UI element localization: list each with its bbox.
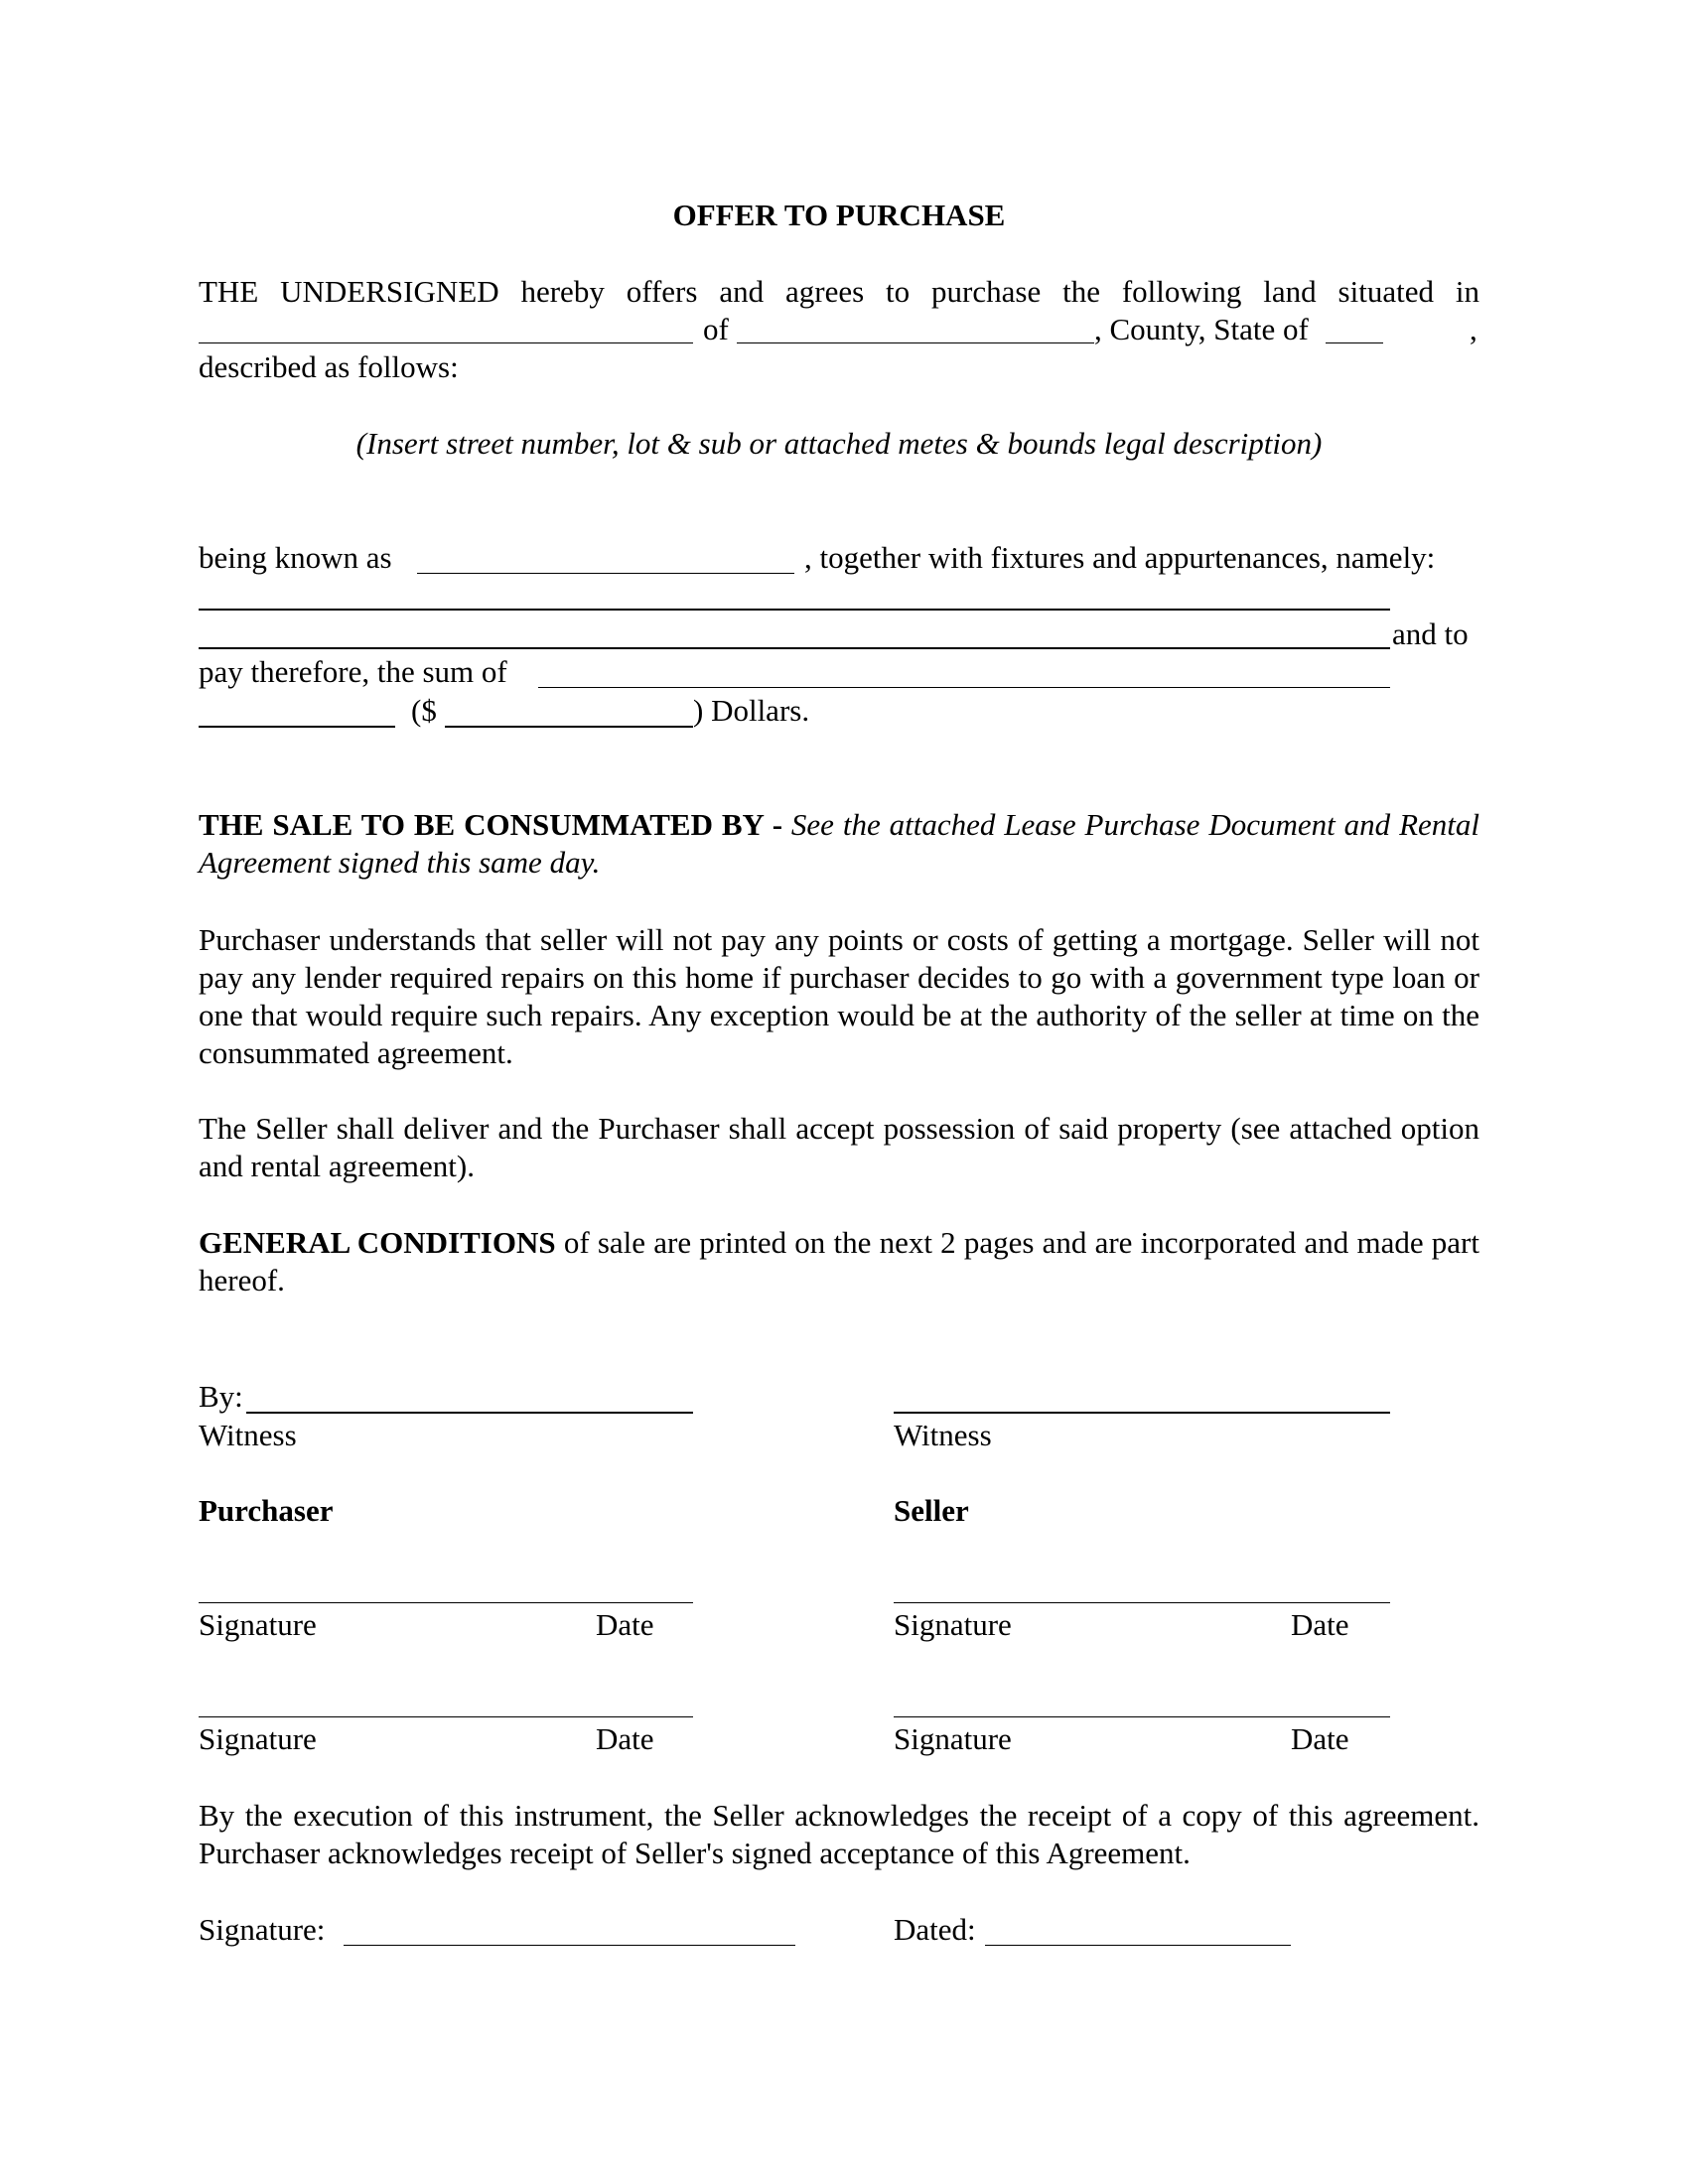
- purchaser-date-label-1: Date: [596, 1607, 654, 1642]
- seller-signature-label-1: Signature: [894, 1607, 1012, 1642]
- by-label: By:: [199, 1379, 243, 1414]
- known-as-blank[interactable]: [417, 573, 794, 574]
- purchaser-signature-line-1[interactable]: [199, 1602, 693, 1603]
- general-conditions-paragraph: [199, 1224, 1479, 1299]
- state-blank[interactable]: [1326, 342, 1383, 343]
- seller-signature-label-2: Signature: [894, 1721, 1012, 1756]
- fixtures-line-1[interactable]: [199, 609, 1390, 611]
- acknowledgement-paragraph: By the execution of this instrument, the Seller acknowledges the receipt of a copy of this agreement. Purchaser acknowledges receipt of Seller's signed acceptance of this Agreement.: [199, 1798, 1479, 1870]
- seller-date-label-2: Date: [1291, 1721, 1349, 1756]
- seller-date-label-1: Date: [1291, 1607, 1349, 1642]
- footer-signature-blank[interactable]: [344, 1945, 795, 1946]
- general-conditions-text: of sale are printed on the next 2 pages and are incorporated and made part hereof.: [199, 1225, 1479, 1297]
- purchaser-witness-line[interactable]: [246, 1412, 693, 1414]
- legal-description-note: (Insert street number, lot & sub or attached metes & bounds legal description): [355, 426, 1323, 461]
- page-title: OFFER TO PURCHASE: [672, 198, 1006, 232]
- known-as-label: being known as: [199, 540, 392, 575]
- footer-signature-label: Signature:: [199, 1912, 326, 1947]
- pay-sum-label: pay therefore, the sum of: [199, 654, 507, 689]
- sum-words-blank[interactable]: [538, 687, 1390, 688]
- intro-line-1: THE UNDERSIGNED hereby offers and agrees to purchase the following land situated in: [199, 274, 1479, 309]
- general-conditions-heading: GENERAL CONDITIONS: [199, 1225, 556, 1260]
- dollar-open: ($: [411, 693, 437, 728]
- purchaser-heading: Purchaser: [199, 1493, 334, 1528]
- purchaser-signature-label-1: Signature: [199, 1607, 317, 1642]
- sale-paragraph: [199, 806, 1479, 882]
- possession-paragraph: The Seller shall deliver and the Purchaser shall accept possession of said property (see attached option and rental agreement).: [199, 1111, 1479, 1183]
- purchaser-date-label-2: Date: [596, 1721, 654, 1756]
- footer-dated-blank[interactable]: [985, 1945, 1291, 1946]
- intro-described: described as follows:: [199, 349, 459, 384]
- purchaser-signature-line-2[interactable]: [199, 1716, 693, 1717]
- seller-heading: Seller: [894, 1493, 969, 1528]
- sale-heading: THE SALE TO BE CONSUMMATED BY -: [199, 807, 783, 842]
- mortgage-paragraph: Purchaser understands that seller will not pay any points or costs of getting a mortgage. Seller will not pay any lender required repairs on this home if purchaser decides to go with a government type loan or one that would require such repairs. Any exception would be at the authority of the seller at time on the consummated agreement.: [199, 922, 1479, 1070]
- fixtures-line-2[interactable]: [199, 647, 1390, 649]
- and-to-label: and to: [1392, 616, 1469, 651]
- witness-left-label: Witness: [199, 1418, 297, 1452]
- dollar-close: ) Dollars.: [693, 693, 810, 728]
- intro-county-state: , County, State of: [1094, 312, 1309, 346]
- intro-comma: ,: [1470, 312, 1477, 346]
- document-page: [199, 0, 1479, 2184]
- municipality-blank[interactable]: [737, 342, 1094, 343]
- footer-dated-label: Dated:: [894, 1912, 976, 1947]
- sale-text: See the attached Lease Purchase Document and Rental Agreement signed this same day.: [199, 807, 1479, 880]
- seller-witness-line[interactable]: [894, 1412, 1390, 1414]
- purchaser-signature-label-2: Signature: [199, 1721, 317, 1756]
- seller-signature-line-2[interactable]: [894, 1716, 1390, 1717]
- intro-of-word: of: [703, 312, 729, 346]
- sum-words-blank-2[interactable]: [199, 726, 395, 728]
- seller-signature-line-1[interactable]: [894, 1602, 1390, 1603]
- fixtures-label: , together with fixtures and appurtenances, namely:: [804, 540, 1436, 575]
- township-blank[interactable]: [199, 342, 693, 343]
- witness-right-label: Witness: [894, 1418, 992, 1452]
- sum-number-blank[interactable]: [445, 726, 693, 728]
